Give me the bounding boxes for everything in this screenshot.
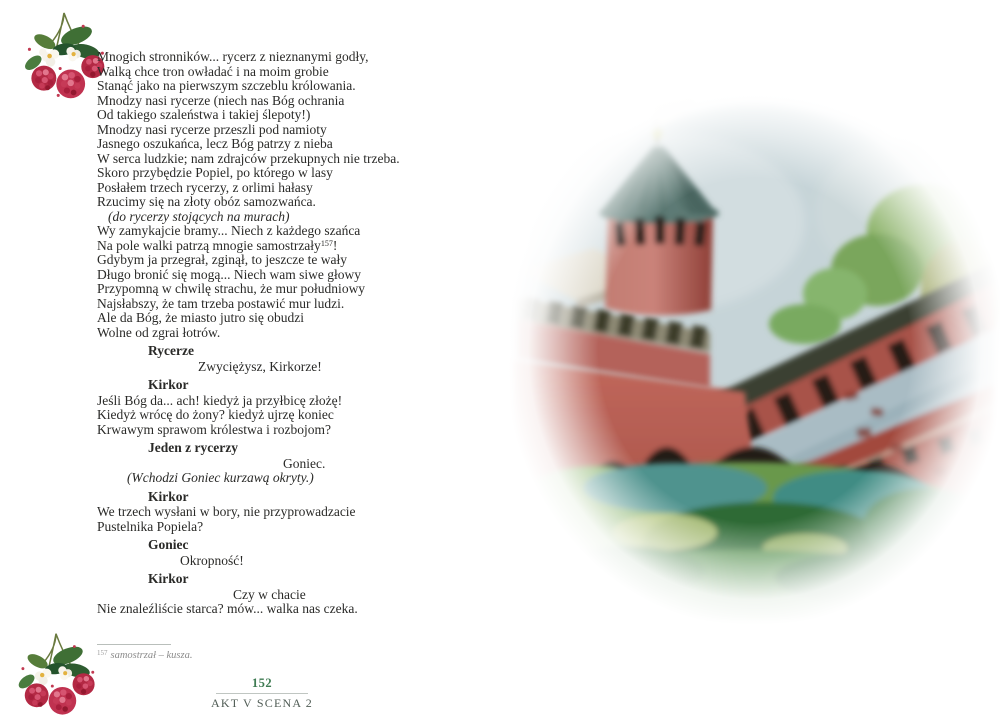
script-line: Okropność!	[180, 552, 244, 568]
script-line: Czy w chacie	[233, 586, 306, 602]
footnote-text: samostrzał – kusza.	[110, 650, 193, 661]
script-line: Gdybym ja przegrał, zginął, to jeszcze te wały	[97, 252, 348, 267]
speaker-name: Kirkor	[148, 488, 189, 504]
script-line: Mnodzy nasi rycerze (niech nas Bóg ochrania	[97, 92, 345, 108]
script-line: Jasnego oszukańca, lecz Bóg patrzy z nieba	[97, 136, 333, 151]
script-area	[97, 50, 437, 617]
script-line: Kiedyż wrócę do żony? kiedyż ujrzę koniec	[97, 407, 334, 422]
speaker-name: Jeden z rycerzy	[148, 440, 238, 455]
page-number: 152	[251, 676, 273, 690]
script-line: Wy zamykajcie bramy... Niech z każdego szańca	[97, 223, 361, 238]
script-line: Krwawym sprawom królestwa i rozbojom?	[97, 421, 331, 437]
script-line: (do rycerzy stojących na murach)	[108, 208, 290, 224]
speaker-name: Kirkor	[148, 377, 189, 392]
script-line: Na pole walki patrzą mnogie samostrzały$^{157}$!	[97, 237, 338, 253]
script-line: Długo bronić się mogą... Niech wam siwe głowy	[97, 266, 361, 282]
speaker-name: Rycerze	[148, 343, 194, 358]
script-line: Mnodzy nasi rycerze przeszli pod namioty	[97, 121, 327, 137]
section-title: AKT V SCENA 2	[211, 696, 313, 710]
speaker-name: Goniec	[148, 537, 189, 552]
footer-rule	[216, 693, 308, 694]
script-line: (Wchodzi Goniec kurzawą okryty.)	[127, 470, 314, 485]
script-line: Zwyciężysz, Kirkorze!	[198, 358, 322, 374]
script-line: Walką chce tron owładać i na moim grobie	[97, 63, 329, 79]
script-line: We trzech wysłani w bory, nie przyprowadzacie	[97, 504, 356, 519]
script-line: Stanąć jako na pierwszym szczeblu królowania.	[97, 78, 356, 93]
page-footer	[97, 676, 427, 711]
script-line: Posłałem trzech rycerzy, z orlimi hałasy	[97, 179, 313, 195]
script-line: Nie znaleźliście starca? mów... walka nas czeka.	[97, 601, 358, 616]
script-line: Najsłabszy, że tam trzeba postawić mur ludzi.	[97, 295, 345, 311]
script-line: Wolne od zgrai łotrów.	[97, 324, 221, 340]
footnote-marker: 157	[97, 649, 108, 657]
footnote-rule	[97, 644, 171, 645]
castle-watercolor-illustration	[505, 92, 1000, 642]
script-line: Mnogich stronników... rycerz z nieznanymi godły,	[97, 49, 369, 64]
script-line: Rzucimy się na złoty obóz samozwańca.	[97, 194, 316, 209]
script-line: Przypomną w chwilę strachu, że mur południowy	[97, 281, 366, 296]
script-line: Skoro przybędzie Popiel, po którego w lasy	[97, 165, 333, 180]
script-line: W serca ludzkie; nam zdrajców przekupnych nie trzeba.	[97, 150, 400, 166]
script-line: Jeśli Bóg da... ach! kiedyż ja przyłbicę złożę!	[97, 392, 343, 408]
script-line: Goniec.	[283, 455, 326, 471]
speaker-name: Kirkor	[148, 571, 189, 586]
raspberry-decoration-bottom-icon	[10, 630, 102, 721]
footnote-reference: 157	[320, 238, 333, 248]
script-line: Ale da Bóg, że miasto jutro się obudzi	[97, 310, 304, 325]
footnote	[97, 644, 397, 661]
script-line: Od takiego szaleństwa i takiej ślepoty!)	[97, 107, 311, 122]
script-line: Pustelnika Popiela?	[97, 518, 204, 534]
